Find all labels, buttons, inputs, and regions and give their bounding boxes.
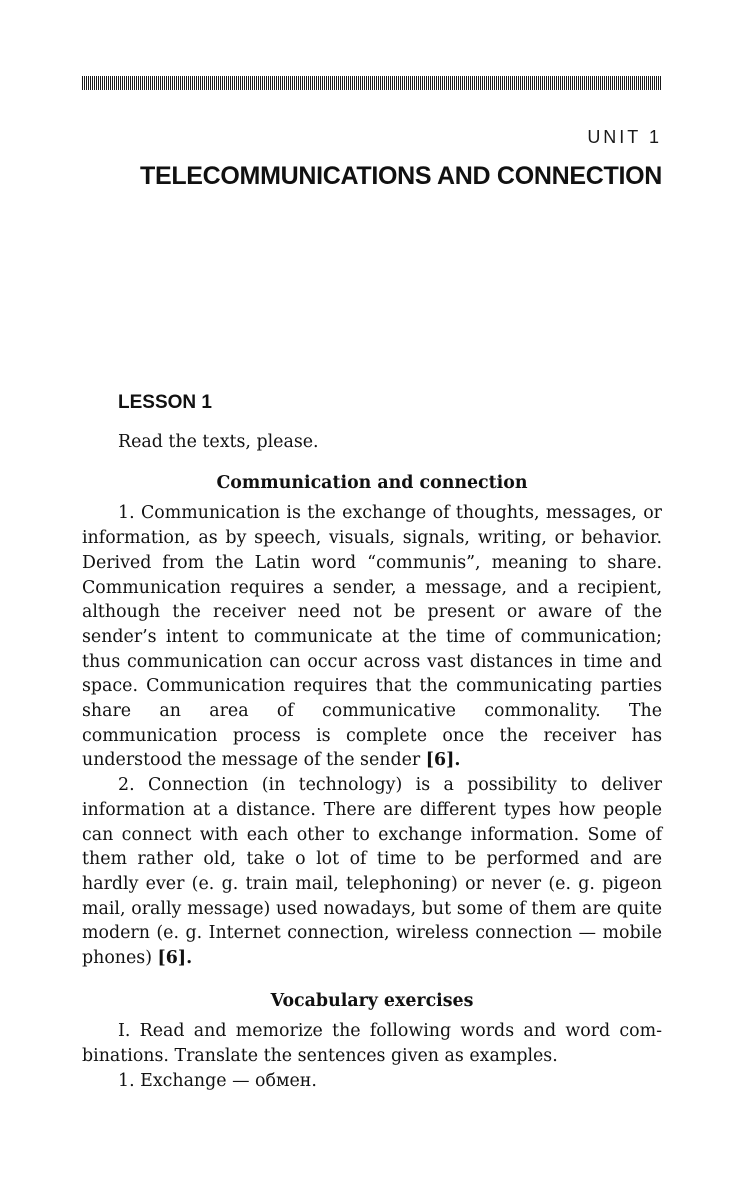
header-decorative-rule — [82, 76, 662, 90]
vocabulary-section-title: Vocabulary exercises — [270, 990, 474, 1011]
paragraph-communication — [82, 501, 662, 773]
vocabulary-item: 1. Exchange — обмен. — [118, 1070, 317, 1091]
paragraph-end: . — [454, 750, 461, 771]
paragraph-text: 1. Communication is the exchange of thoughts, messages, or information, as by speech, visuals, signals, writing, or behavior. Derived from the Latin word “communis”, meaning to share. Communication requires a sender, a message, and a recipient, although the receiver need not be present or aware of the sender’s intent to communicate at the time of communication; thus communication can occur across vast distances in time and space. Communication requires that the communicating parties share an area of communicative commonality. The communication process is complete once the receiver has understood the message of the sender — [82, 503, 662, 771]
vocabulary-instruction: I. Read and memorize the following words and word combinations. Translate the sentences given as examples. — [82, 1021, 662, 1067]
paragraph-text: 2. Connection (in technology) is a possibility to deliver information at a distance. There are different types how people can connect with each other to exchange information. Some of them rather old, take o lot of time to be performed and are hardly ever (e. g. train mail, telephoning) or never (e. g. pigeon mail, orally message) used nowadays, but some of them are quite modern (e. g. Internet connection, wireless connection — mobile phones) — [82, 775, 662, 969]
paragraph-end: . — [186, 948, 193, 969]
lesson-label: LESSON 1 — [118, 392, 212, 413]
unit-title: TELECOMMUNICATIONS AND CONNECTION — [139, 162, 662, 190]
reference-citation: [6] — [157, 948, 187, 969]
paragraph-connection — [82, 773, 662, 971]
reference-citation: [6] — [425, 750, 455, 771]
reading-instruction: Read the texts, please. — [118, 432, 319, 452]
lesson-content — [82, 430, 662, 1094]
section-title: Communication and connection — [216, 472, 528, 493]
unit-label: UNIT 1 — [587, 127, 662, 147]
